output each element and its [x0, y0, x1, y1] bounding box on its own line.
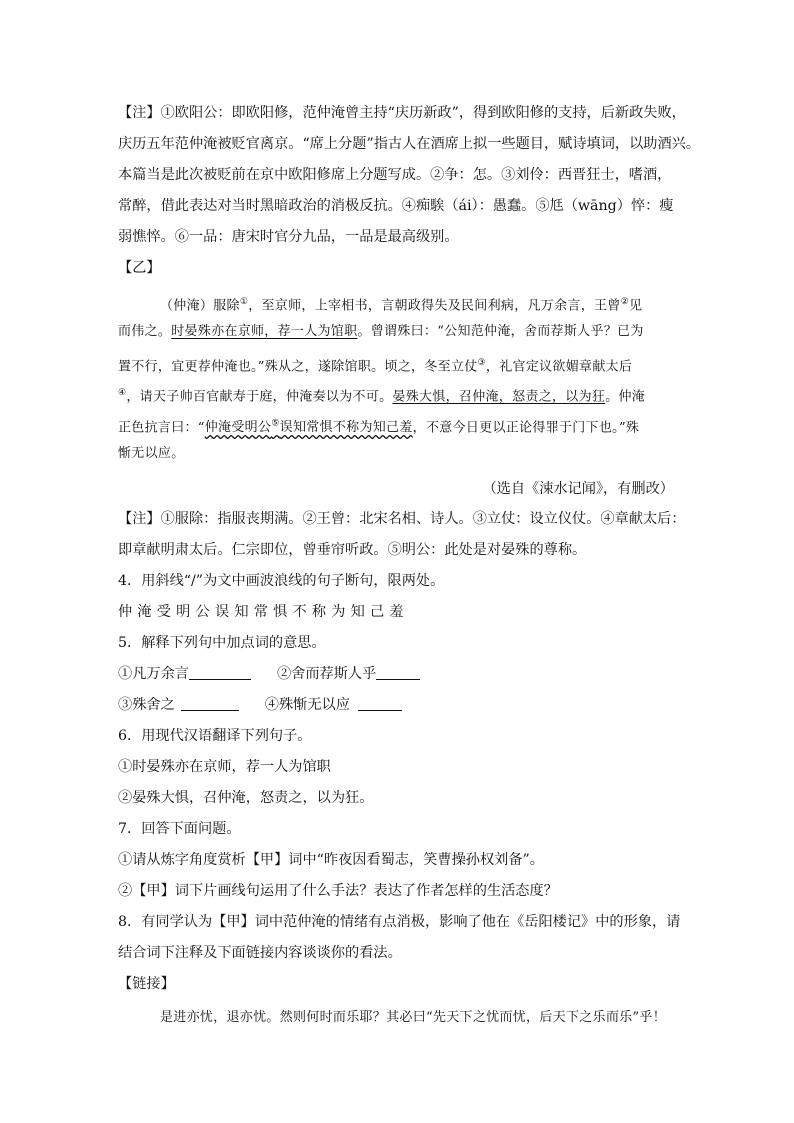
passage-line-1: （仲淹）服除①，至京师，上宰相书，言朝政得失及民间利病，凡万余言，王曾②见	[160, 297, 643, 314]
answer-blank-1[interactable]	[189, 665, 251, 680]
answer-blank-3[interactable]	[181, 696, 239, 711]
source-citation: （选自《涑水记闻》，有删改）	[482, 481, 674, 497]
wavy-sentence: 仲淹受明公⑤误知常惧不称为知己羞	[204, 419, 413, 436]
underlined-sentence-2: 晏殊大惧，召仲淹，怒责之，以为狂	[392, 389, 606, 405]
note-line-4: 常醉，借此表达对当时黑暗政治的消极反抗。④痴騃（ái）：愚蠢。⑤尪（wāng）悴：瘦	[118, 198, 674, 214]
question-7-a: ①请从炼字角度赏析【甲】词中“昨夜因看蜀志，笑曹操孙权刘备”。	[118, 852, 544, 868]
passage-line-4: ④，请天子帅百官献寿于庭，仲淹奏以为不可。晏殊大惧，召仲淹，怒责之，以为狂。仲淹	[118, 388, 646, 405]
note-line-3: 本篇当是此次被贬前在京中欧阳修席上分题写成。②争：怎。③刘伶：西晋狂士，嗜酒，	[118, 167, 672, 183]
passage-line-6: 惭无以应。	[118, 446, 185, 461]
question-4: 4．用斜线“/”为文中画波浪线的句子断句，限两处。	[118, 573, 445, 589]
question-6-a: ①时晏殊亦在京师，荐一人为馆职	[118, 759, 331, 775]
question-8-line-1: 8．有同学认为【甲】词中范仲淹的情绪有点消极，影响了他在《岳阳楼记》中的形象，请	[118, 914, 681, 930]
passage-line-2: 而伟之。时晏殊亦在京师，荐一人为馆职。曾谓殊曰：“公知范仲淹，舍而荐斯人乎？已为	[118, 324, 644, 339]
section-heading-yi: 【乙】	[118, 260, 161, 276]
question-5-row-1: ①凡万余言 ②舍而荐斯人乎	[118, 664, 420, 684]
note-line-5: 弱憔悴。⑥一品：唐宋时官分九品，一品是最高级别。	[118, 229, 459, 245]
question-4-sentence: 仲淹受明公误知常惧不称为知己羞	[118, 604, 409, 620]
question-5: 5．解释下列句中加点词的意思。	[118, 635, 326, 651]
question-6: 6．用现代汉语翻译下列句子。	[118, 728, 312, 744]
underlined-sentence-1: 时晏殊亦在京师，荐一人为馆职	[171, 324, 358, 339]
question-8-line-2: 结合词下注释及下面链接内容谈谈你的看法。	[118, 945, 402, 961]
answer-blank-2[interactable]	[376, 665, 420, 680]
note2-line-2: 即章献明肃太后。仁宗即位，曾垂帘听政。⑤明公：此处是对晏殊的尊称。	[118, 542, 587, 558]
passage-line-3: 置不行，宜更荐仲淹也。”殊从之，遂除馆职。顷之，冬至立仗③，礼官定议欲媚章献太后	[118, 358, 633, 375]
note2-line-1: 【注】①服除：指服丧期满。②王曾：北宋名相、诗人。③立仗：设立仪仗。④章献太后：	[118, 511, 686, 527]
question-5-row-2: ③殊舍之 ④殊惭无以应	[118, 695, 402, 715]
question-6-b: ②晏殊大惧，召仲淹，怒责之，以为狂。	[118, 790, 374, 806]
link-heading: 【链接】	[118, 976, 175, 992]
passage-line-5: 正色抗言曰：“仲淹受明公⑤误知常惧不称为知己羞，不意今日更以正论得罪于门下也。”殊	[118, 419, 640, 436]
question-7-b: ②【甲】词下片画线句运用了什么手法？表达了作者怎样的生活态度？	[118, 883, 558, 899]
question-7: 7．回答下面问题。	[118, 821, 241, 837]
note-line-1: 【注】①欧阳公：即欧阳修，范仲淹曾主持“庆历新政”，得到欧阳修的支持，后新政失败，	[118, 105, 686, 121]
link-text: 是进亦忧，退亦忧。然则何时而乐耶？其必曰“先天下之忧而忧，后天下之乐而乐”乎！	[160, 1010, 666, 1025]
answer-blank-4[interactable]	[358, 696, 402, 711]
note-line-2: 庆历五年范仲淹被贬官离京。“席上分题”指古人在酒席上拟一些题目，赋诗填词，以助酒兴。	[118, 136, 701, 152]
